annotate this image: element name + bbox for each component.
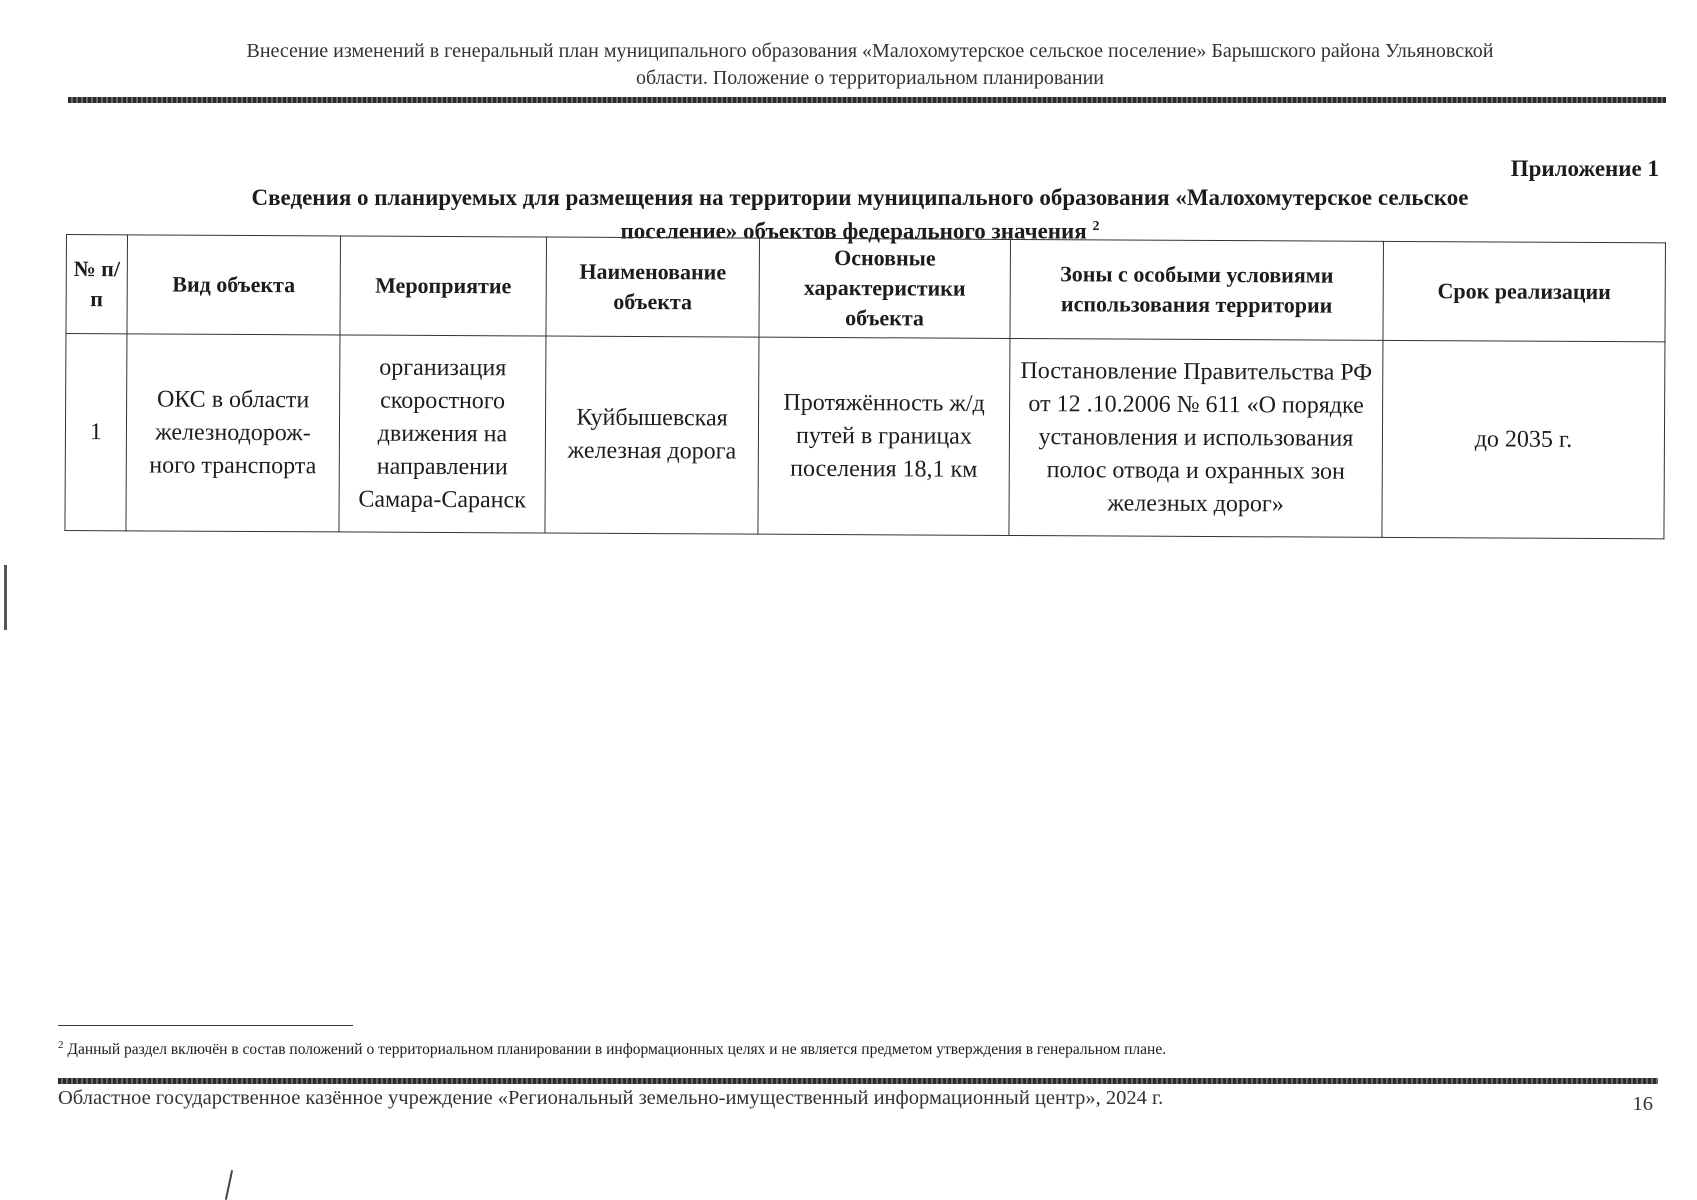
footer-organization: Областное государственное казённое учреждение «Региональный земельно-имущественный информационный центр», 2024 г.	[58, 1087, 1164, 1109]
header-line-2: области. Положение о территориальном планировании	[636, 67, 1104, 89]
col-header-deadline: Срок реализации	[1383, 241, 1666, 341]
footnote-divider	[58, 1025, 353, 1026]
table-header-row	[66, 235, 1665, 342]
cell-activity: организация скоростного движения на направлении Самара-Саранск	[339, 335, 546, 533]
col-header-activity: Мероприятие	[340, 236, 547, 336]
title-footnote-ref: 2	[1092, 219, 1100, 234]
cell-num: 1	[65, 334, 127, 531]
cell-zones: Постановление Правительства РФ от 12 .10.2006 № 611 «О порядке установления и использования полос отвода и охранных зон железных дорог»	[1009, 338, 1383, 537]
header-divider	[68, 97, 1666, 103]
cell-characteristics: Протяжённость ж/д путей в границах поселения 18,1 км	[758, 337, 1010, 535]
col-header-name: Наименование объекта	[546, 237, 760, 337]
footnote	[58, 1035, 1658, 1060]
header-line-1: Внесение изменений в генеральный план муниципального образования «Малохомутерское сельское поселение» Барышского района Ульяновской	[246, 40, 1494, 62]
pen-mark	[225, 1170, 233, 1200]
title-line-1: Сведения о планируемых для размещения на территории муниципального образования «Малохомутерское сельское	[251, 185, 1469, 210]
scan-artifact-mark	[4, 565, 7, 630]
col-header-zones: Зоны с особыми условиями использования территории	[1010, 239, 1384, 340]
col-header-characteristics: Основные характеристики объекта	[759, 238, 1011, 338]
cell-type: ОКС в области железнодорож-ного транспорта	[126, 334, 340, 532]
cell-name: Куйбышевская железная дорога	[545, 336, 759, 534]
col-header-num: № п/п	[66, 235, 128, 334]
table-row	[65, 334, 1665, 539]
page-number: 16	[1632, 1093, 1653, 1115]
col-header-type: Вид объекта	[127, 235, 341, 335]
cell-deadline: до 2035 г.	[1382, 340, 1665, 538]
page-header	[90, 38, 1650, 92]
footer-divider	[58, 1078, 1658, 1084]
footnote-marker: 2	[58, 1039, 64, 1051]
federal-objects-table	[64, 234, 1666, 539]
title-line-2-text: поселение» объектов федерального значения	[620, 218, 1087, 244]
appendix-label: Приложение 1	[1510, 156, 1659, 181]
footnote-text: Данный раздел включён в состав положений о территориальном планировании в информационных целях и не является предметом утверждения в генеральном плане.	[67, 1041, 1167, 1059]
